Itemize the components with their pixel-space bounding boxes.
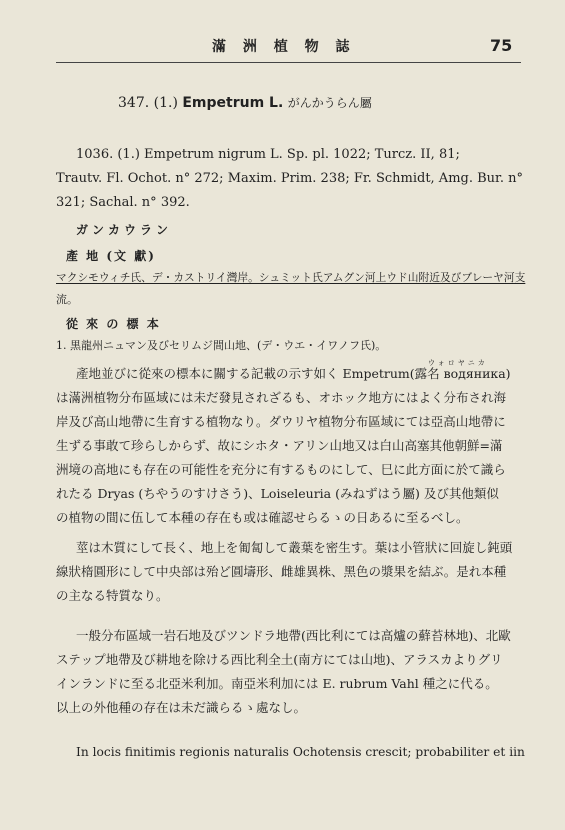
- header-rule: [56, 62, 521, 63]
- genus-heading: [118, 96, 372, 110]
- locality-heading: 產 地 (文 獻): [66, 249, 156, 263]
- paragraph-2-line-2: 線狀楕圓形にして中央部は殆ど圓壔形、雌雄異株、黑色の漿果を結ぶ。是れ本種: [56, 564, 507, 579]
- paragraph-1-line-4: 生ずる事敢て珍らしからず、故にシホタ・アリン山地又は白山高塞其他朝鮮=滿: [56, 438, 503, 453]
- paragraph-1-line-1: 產地並びに從來の標本に關する記載の示す如く Empetrum(露名 водяника): [76, 366, 511, 381]
- locality-line-1: マクシモウィチ氏、デ・カストリイ灣岸。シュミット氏アムグン河上ウド山附近及びブレーヤ河支: [56, 271, 526, 284]
- paragraph-4-line-1: In locis finitimis regionis naturalis Ochotensis crescit; probabiliter et iin: [76, 744, 525, 759]
- species-citation-line-3: 321; Sachal. n° 392.: [56, 195, 190, 210]
- specimens-heading: 從 來 の 標 本: [66, 317, 161, 331]
- paragraph-1-line-3: 岸及び高山地帶に生育する植物なり。ダウリヤ植物分布區域にては亞高山地帶に: [56, 414, 506, 429]
- species-citation-line-1: 1036. (1.) Empetrum nigrum L. Sp. pl. 1022; Turcz. II, 81;: [76, 147, 460, 162]
- running-header-title: 滿 洲 植 物 誌: [212, 39, 356, 55]
- genus-japanese-name: がんかうらん屬: [287, 96, 372, 110]
- paragraph-3-line-3: インランドに至る北亞米利加。南亞米利加には E. rubrum Vahl 種之に代る。: [56, 676, 498, 691]
- locality-line-2: 流。: [56, 293, 78, 306]
- paragraph-3-line-2: ステップ地帶及び耕地を除ける西比利全土(南方にては山地)、アラスカよりグリ: [56, 652, 503, 667]
- paragraph-3-line-4: 以上の外他種の存在は未だ識らるゝ處なし。: [56, 700, 307, 715]
- page-number: 75: [490, 36, 513, 55]
- genus-latin-name: Empetrum L.: [182, 95, 284, 111]
- paragraph-1-line-5: 洲境の高地にも存在の可能性を充分に有するものにして、巳に此方面に於て識ら: [56, 462, 506, 477]
- paragraph-2-line-3: の主なる特質なり。: [56, 588, 169, 603]
- paragraph-1-line-6: れたる Dryas (ちやうのすけさう)、Loiseleuria (みねずはう屬) 及び其他類似: [56, 486, 499, 501]
- specimens-line-1: 1. 黒龍州ニュマン及びセリムジ間山地、(デ・ウエ・イワノフ氏)。: [56, 339, 387, 352]
- genus-number: 347. (1.): [118, 95, 178, 111]
- paragraph-1-line-2: は滿洲植物分布區域には未だ發見されざるも、オホック地方にはよく分布され海: [56, 390, 507, 405]
- ruby-annotation: ウォロヤニカ: [428, 359, 488, 367]
- species-citation-line-2: Trautv. Fl. Ochot. n° 272; Maxim. Prim. 238; Fr. Schmidt, Amg. Bur. n°: [56, 171, 523, 186]
- species-japanese-name: ガンカウラン: [76, 223, 173, 237]
- paragraph-2-line-1: 莖は木質にして長く、地上を匍匐して叢葉を密生す。葉は小管狀に回旋し鈍頭: [76, 540, 513, 555]
- paragraph-1-line-7: の植物の間に伍して本種の存在も或は確認せらるゝの日あるに至るべし。: [56, 510, 469, 525]
- paragraph-3-line-1: 一般分布區域一岩石地及びツンドラ地帶(西比利にては高爐の蘚苔林地)、北歐: [76, 628, 511, 643]
